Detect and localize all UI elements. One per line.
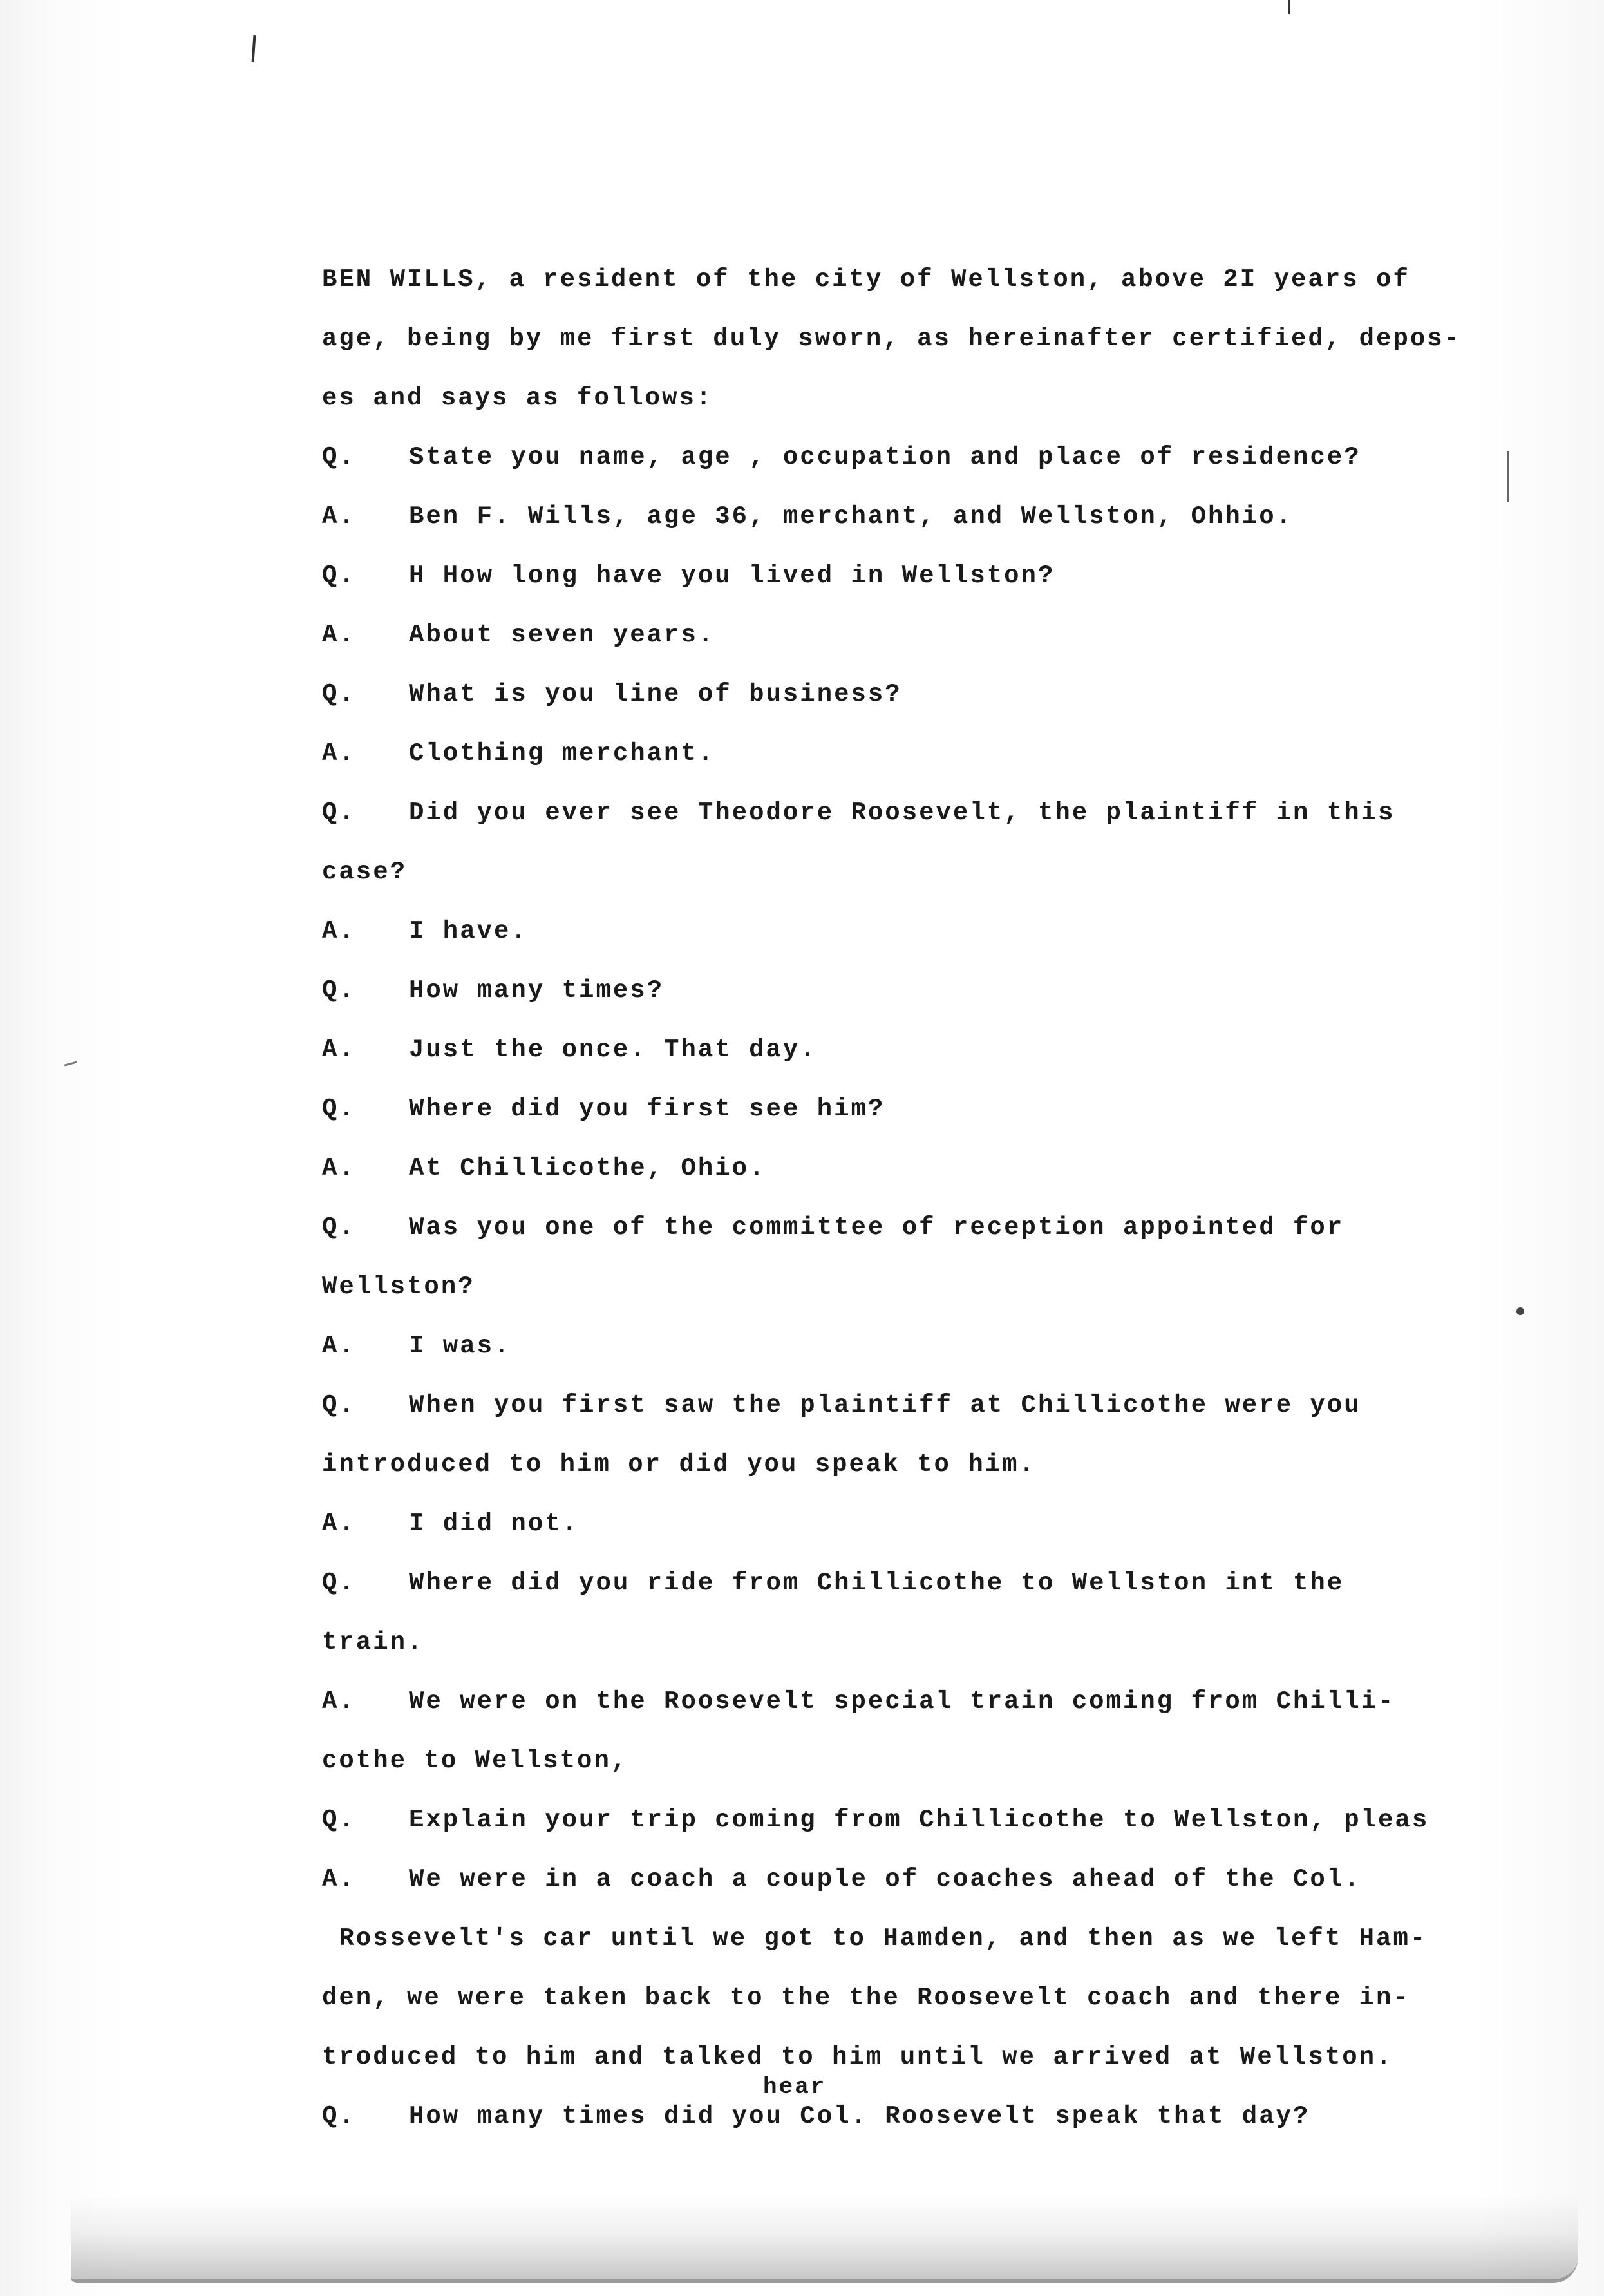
question-label: Q. — [322, 1213, 356, 1242]
answer-text: I was. — [409, 1332, 511, 1360]
answer-text: Just the once. That day. — [409, 1036, 817, 1064]
question-text: train. — [322, 1628, 424, 1656]
answer-label: A. — [322, 1510, 356, 1538]
question-text: introduced to him or did you speak to him. — [322, 1450, 1036, 1479]
handwritten-insertion: hear — [763, 2074, 827, 2100]
answer-text: Ben F. Wills, age 36, merchant, and Wellston, Ohhio. — [409, 502, 1293, 531]
answer-text: Clothing merchant. — [409, 739, 715, 768]
stray-mark — [1516, 1307, 1524, 1315]
question-label: Q. — [322, 1391, 356, 1419]
question-text: case? — [322, 858, 408, 886]
answer-label: A. — [322, 917, 356, 945]
question-text: When you first saw the plaintiff at Chillicothe were you — [409, 1391, 1361, 1419]
question-text: How many times did you Col. Roosevelt speak that day? — [409, 2102, 1310, 2130]
answer-text: Rossevelt's car until we got to Hamden, and then as we left Ham- — [322, 1924, 1428, 1953]
question-label: Q. — [322, 680, 356, 708]
question-text: State you name, age , occupation and place of residence? — [409, 443, 1361, 471]
intro-line: BEN WILLS, a resident of the city of Wellston, above 2I years of — [322, 265, 1410, 294]
answer-label: A. — [322, 739, 356, 768]
question-text: How many times? — [409, 976, 665, 1005]
question-text: Wellston? — [322, 1273, 475, 1301]
question-text: Where did you ride from Chillicothe to Wellston int the — [409, 1569, 1345, 1597]
question-label: Q. — [322, 2102, 356, 2130]
question-text: Was you one of the committee of reception appointed for — [409, 1213, 1345, 1242]
question-label: Q. — [322, 443, 356, 471]
answer-text: We were in a coach a couple of coaches ahead of the Col. — [409, 1865, 1361, 1893]
question-label: Q. — [322, 1569, 356, 1597]
answer-text: I have. — [409, 917, 528, 945]
answer-label: A. — [322, 1332, 356, 1360]
answer-label: A. — [322, 1036, 356, 1064]
answer-text: We were on the Roosevelt special train coming from Chilli- — [409, 1687, 1395, 1716]
question-label: Q. — [322, 1095, 356, 1123]
answer-text: troduced to him and talked to him until we arrived at Wellston. — [322, 2043, 1393, 2071]
stray-mark — [1288, 0, 1290, 14]
answer-label: A. — [322, 1865, 356, 1893]
answer-label: A. — [322, 1687, 356, 1716]
answer-text: At Chillicothe, Ohio. — [409, 1154, 766, 1182]
stray-mark — [1507, 451, 1509, 502]
intro-line: es and says as follows: — [322, 384, 713, 412]
question-text: What is you line of business? — [409, 680, 902, 708]
question-text: Where did you first see him? — [409, 1095, 885, 1123]
answer-text: den, we were taken back to the the Roosevelt coach and there in- — [322, 1984, 1410, 2012]
question-text: Explain your trip coming from Chillicothe to Wellston, pleas — [409, 1806, 1429, 1834]
question-label: Q. — [322, 799, 356, 827]
stray-mark — [252, 35, 256, 62]
answer-text: I did not. — [409, 1510, 580, 1538]
intro-line: age, being by me first duly sworn, as hereinafter certified, depos- — [322, 325, 1462, 353]
answer-label: A. — [322, 621, 356, 649]
question-text: H How long have you lived in Wellston? — [409, 562, 1055, 590]
page-fold-shadow — [71, 2196, 1578, 2283]
question-label: Q. — [322, 562, 356, 590]
answer-label: A. — [322, 1154, 356, 1182]
stray-mark — [64, 1061, 77, 1066]
answer-text: About seven years. — [409, 621, 715, 649]
question-label: Q. — [322, 976, 356, 1005]
question-text: Did you ever see Theodore Roosevelt, the plaintiff in this — [409, 799, 1395, 827]
answer-label: A. — [322, 502, 356, 531]
question-label: Q. — [322, 1806, 356, 1834]
answer-text: cothe to Wellston, — [322, 1747, 628, 1775]
